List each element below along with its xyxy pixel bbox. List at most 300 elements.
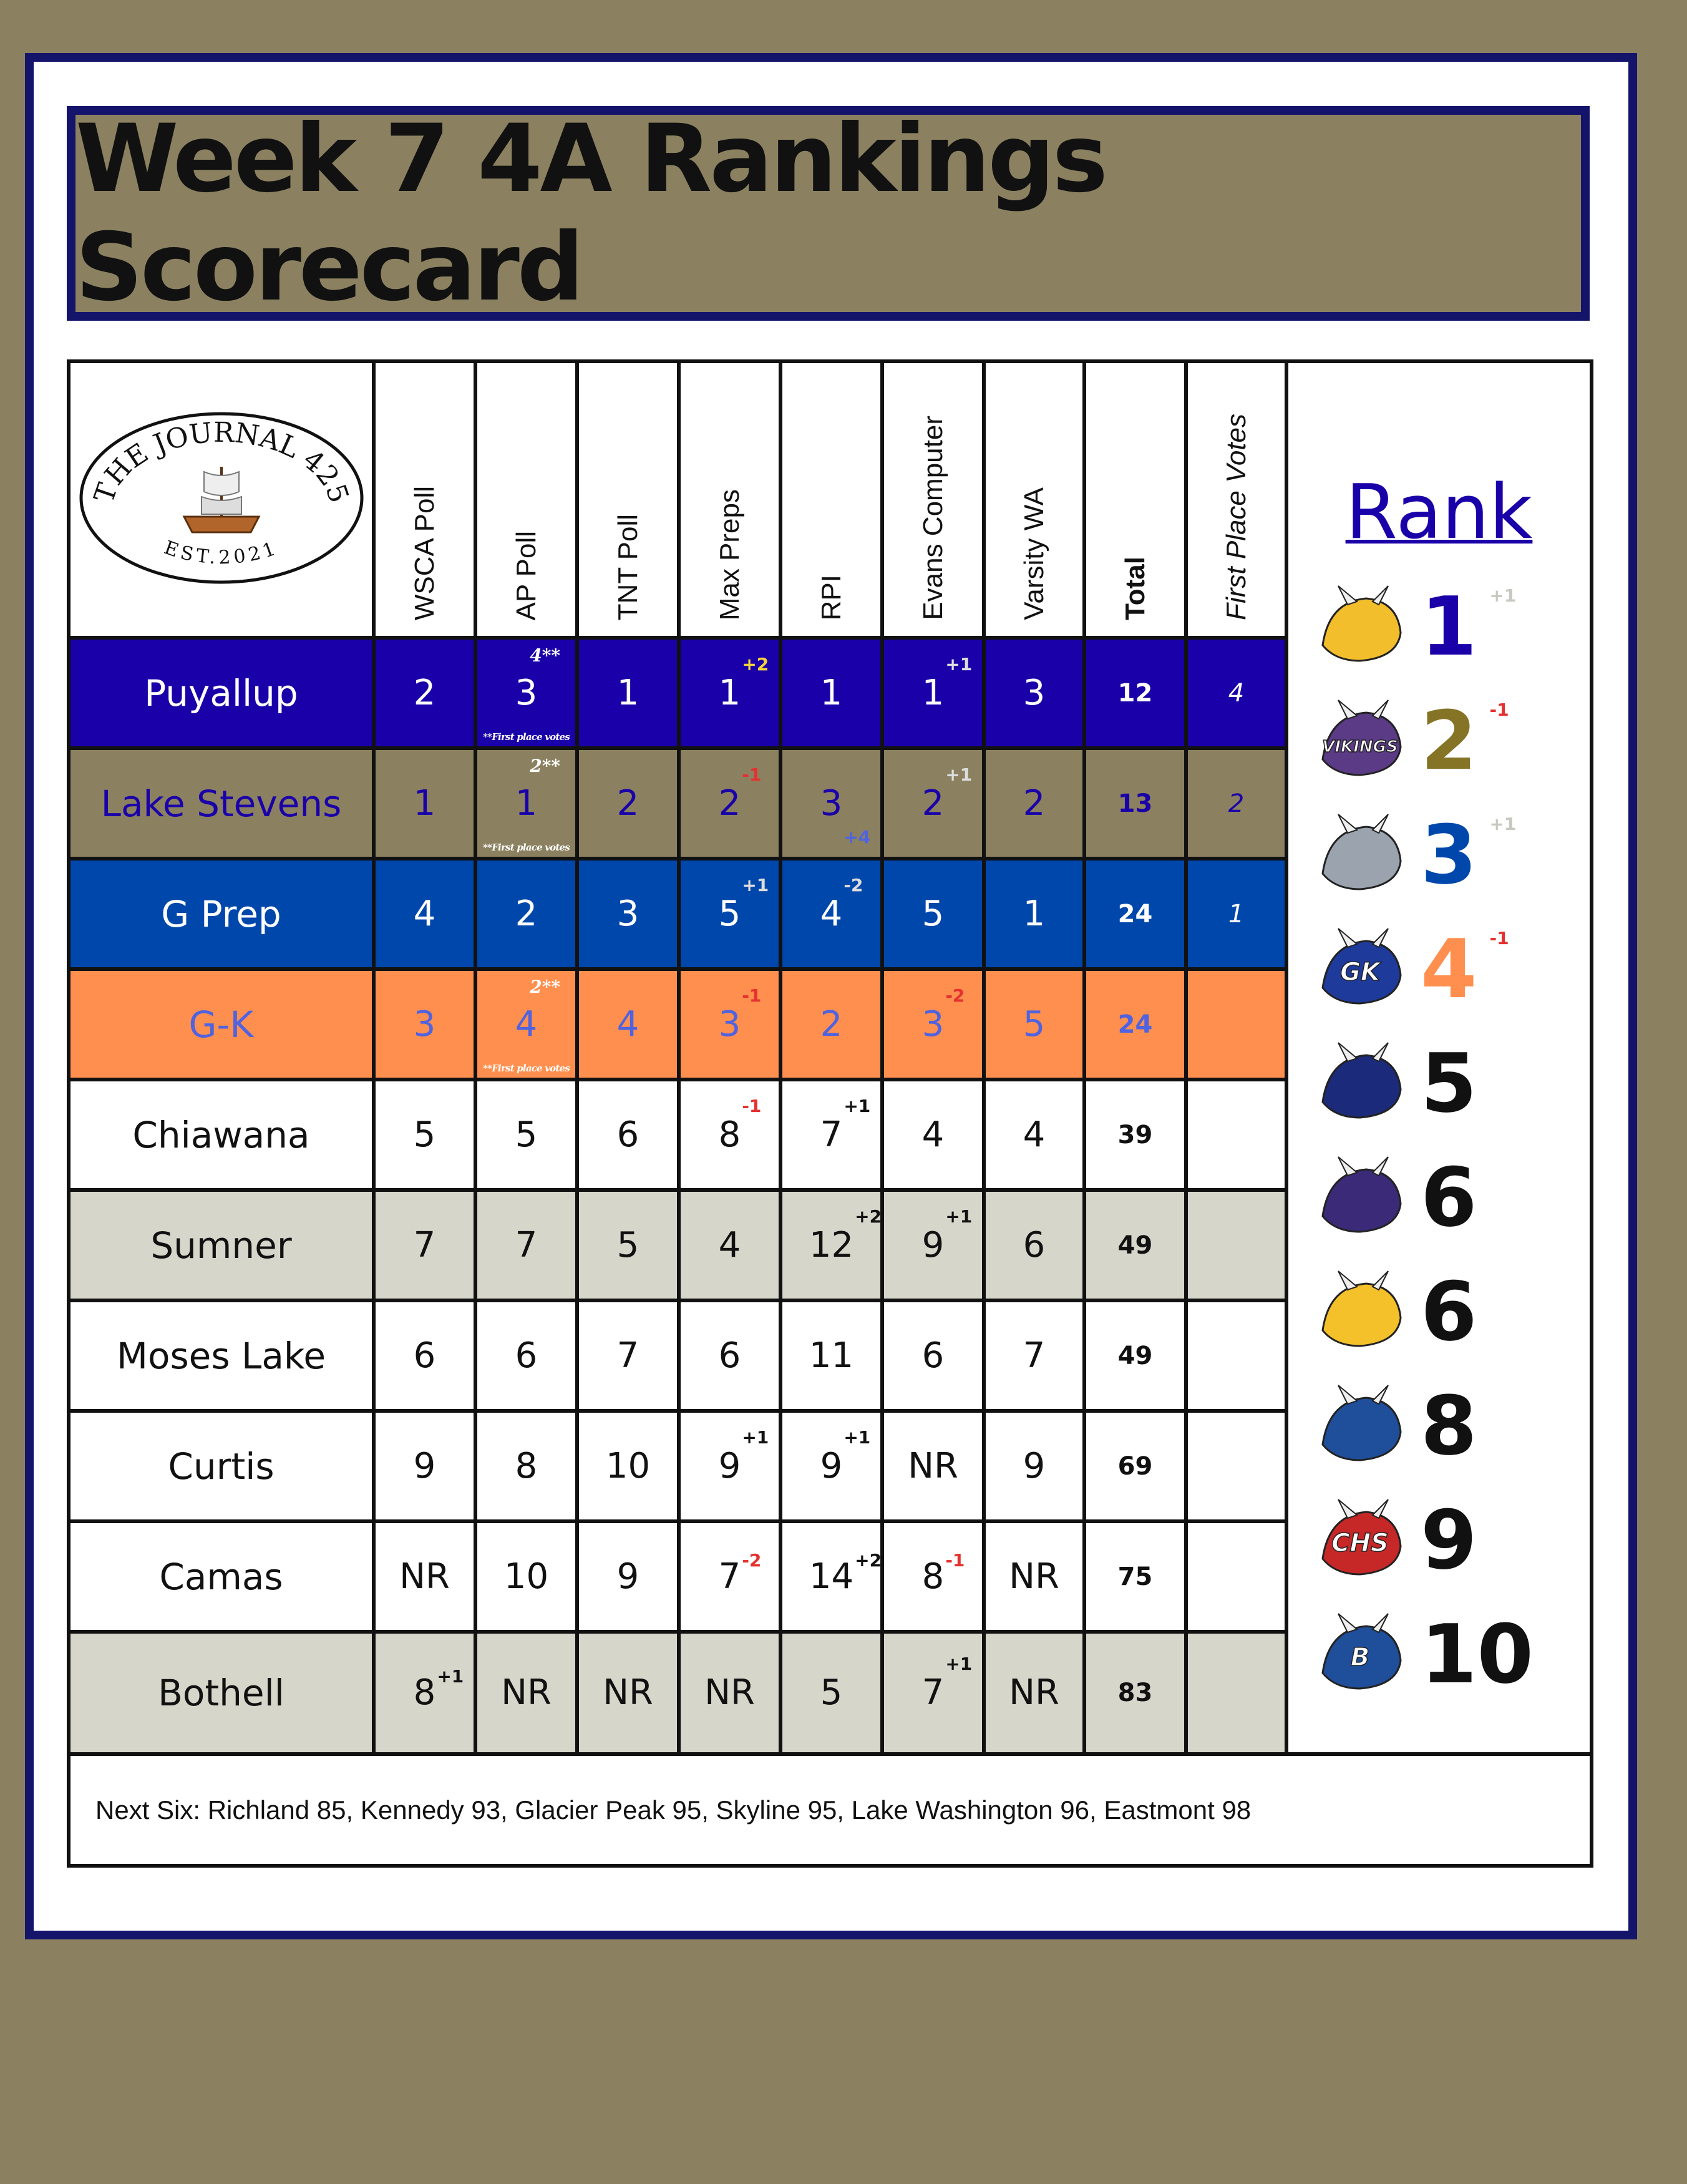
cell-evans-computer <box>882 748 984 859</box>
journal-425-logo <box>75 404 368 592</box>
cell-value-wrap <box>414 1005 436 1045</box>
column-header-label: Evans Computer <box>917 416 948 620</box>
rank-change: +2 <box>742 653 769 675</box>
cell-max-preps <box>679 969 780 1080</box>
footer-row <box>69 1754 1592 1866</box>
rank-item <box>1288 1026 1590 1140</box>
column-header-label: Total <box>1119 557 1150 620</box>
cell-varsity-wa <box>984 859 1084 969</box>
cell-value-wrap <box>1118 1005 1153 1045</box>
column-header-first-place-votes <box>1186 361 1286 638</box>
gk-eagle-logo-icon <box>1307 922 1413 1016</box>
rank-item <box>1288 912 1590 1026</box>
cell-wsca-poll <box>374 638 475 748</box>
cell-value: 2 <box>1228 789 1245 818</box>
cell-value-wrap <box>921 653 973 713</box>
column-header-label: Max Preps <box>714 489 745 620</box>
cell-wsca-poll <box>374 1080 475 1190</box>
column-header-wsca-poll <box>374 361 475 638</box>
rank-change: -1 <box>1489 699 1509 720</box>
cell-value: 1 <box>1228 899 1245 929</box>
cell-value: 1 <box>718 672 741 713</box>
cell-value: 2 <box>718 782 741 824</box>
cell-value: NR <box>704 1672 755 1713</box>
rank-number-value: 6 <box>1421 1264 1477 1359</box>
cell-value-wrap <box>617 673 639 713</box>
cell-tnt-poll <box>577 969 679 1080</box>
rankings-table <box>67 359 1593 1868</box>
cell-value-wrap <box>1009 1673 1059 1713</box>
team-name: Lake Stevens <box>69 748 374 859</box>
cell-total <box>1084 1300 1186 1411</box>
cell-value: 5 <box>515 1114 538 1155</box>
cell-value-wrap <box>820 1095 871 1155</box>
cell-value: 2 <box>616 782 639 824</box>
rank-number <box>1421 807 1517 902</box>
cell-wsca-poll <box>374 1411 475 1521</box>
cell-value-wrap <box>501 1673 552 1713</box>
cell-value-wrap <box>1023 1446 1046 1486</box>
cell-value-wrap <box>515 1226 538 1265</box>
rank-change: -1 <box>742 1095 762 1116</box>
cell-value-wrap <box>515 1115 538 1155</box>
cell-max-preps <box>679 748 780 859</box>
rank-change: -1 <box>945 1549 965 1571</box>
cell-max-preps <box>679 1411 780 1521</box>
cell-value: 3 <box>515 672 538 713</box>
cell-wsca-poll <box>374 748 475 859</box>
rank-number <box>1421 578 1517 674</box>
rank-change: -2 <box>945 985 965 1006</box>
cell-value-wrap <box>921 985 965 1045</box>
cell-value: 8 <box>413 1672 436 1713</box>
rank-number <box>1421 1607 1534 1701</box>
column-header-tnt-poll <box>577 361 679 638</box>
rank-change: -1 <box>742 764 762 785</box>
cell-first-place-votes <box>1186 638 1286 748</box>
rank-title: Rank <box>1345 469 1533 556</box>
cell-value: 39 <box>1117 1120 1153 1149</box>
rank-item <box>1288 1254 1590 1368</box>
cell-value: 3 <box>413 1003 436 1045</box>
column-header-label: WSCA Poll <box>409 485 440 620</box>
cell-value: NR <box>501 1672 552 1713</box>
cell-value: 2 <box>515 893 538 934</box>
cell-value: 49 <box>1117 1341 1153 1370</box>
cell-value: 3 <box>616 893 639 934</box>
column-header-label: RPI <box>815 574 847 620</box>
cell-value: 2 <box>921 782 945 824</box>
cell-value: 9 <box>1023 1445 1046 1486</box>
cell-value: 9 <box>718 1445 741 1486</box>
rank-change: +1 <box>742 1426 769 1448</box>
cell-value: 4 <box>413 893 436 934</box>
cell-value-wrap <box>617 1005 639 1045</box>
rank-number <box>1421 1151 1477 1244</box>
cell-value-wrap <box>718 1426 769 1486</box>
cell-value: 5 <box>718 893 741 934</box>
title-banner <box>67 106 1590 321</box>
cell-first-place-votes <box>1186 1080 1286 1190</box>
cell-max-preps <box>679 1080 780 1190</box>
cell-value: 3 <box>1023 672 1046 713</box>
cell-first-place-votes <box>1186 748 1286 859</box>
cell-rpi <box>780 1190 882 1300</box>
rank-change: +1 <box>843 1426 871 1448</box>
cell-value-wrap <box>718 764 762 824</box>
cell-total <box>1084 1521 1186 1632</box>
rank-number <box>1421 693 1509 788</box>
cell-value: 4 <box>1023 1114 1046 1155</box>
cell-value-wrap <box>414 673 436 713</box>
cell-max-preps <box>679 859 780 969</box>
svg-text:GK: GK <box>1340 957 1380 987</box>
cell-value-wrap <box>1228 894 1244 934</box>
cell-total <box>1084 969 1186 1080</box>
cell-value-wrap <box>1118 1446 1153 1486</box>
cell-value: 7 <box>820 1114 843 1155</box>
cell-value-wrap <box>809 1206 882 1265</box>
column-header-evans-computer <box>882 361 984 638</box>
rank-change: +1 <box>945 1654 973 1674</box>
cell-value: 7 <box>1023 1335 1046 1376</box>
cell-value: 1 <box>1023 893 1046 934</box>
cell-value-wrap <box>820 874 863 934</box>
cell-value-wrap <box>399 1557 450 1597</box>
cell-value: 9 <box>921 1224 945 1265</box>
cell-evans-computer <box>882 638 984 748</box>
cell-value-wrap <box>922 894 945 934</box>
journal-logo-cell <box>69 361 374 638</box>
cell-value-wrap <box>1228 784 1244 824</box>
cell-value-wrap <box>515 1005 538 1045</box>
cell-value-wrap <box>1023 784 1046 824</box>
cell-varsity-wa <box>984 1632 1084 1754</box>
cell-value: 3 <box>820 782 843 824</box>
cell-ap-poll <box>475 1521 577 1632</box>
cell-rpi <box>780 1521 882 1632</box>
svg-text:B: B <box>1350 1642 1370 1672</box>
team-name: G-K <box>69 969 374 1080</box>
rank-change: +1 <box>843 1095 871 1116</box>
cell-value: 12 <box>1117 678 1153 708</box>
cell-wsca-poll <box>374 1632 475 1754</box>
cell-value: 2 <box>413 672 436 713</box>
team-name: Bothell <box>69 1632 374 1754</box>
cell-value-wrap <box>820 782 871 847</box>
cell-rpi <box>780 1411 882 1521</box>
rank-change: +1 <box>742 874 769 895</box>
cell-varsity-wa <box>984 1521 1084 1632</box>
cell-value: 4 <box>718 1224 741 1265</box>
next-six-text: Next Six: Richland 85, Kennedy 93, Glacier Peak 95, Skyline 95, Lake Washington 96, Eastmont 98 <box>69 1754 1592 1866</box>
cell-tnt-poll <box>577 1411 679 1521</box>
cell-value-wrap <box>1118 1336 1153 1376</box>
cell-value: 10 <box>503 1556 549 1597</box>
cell-value-wrap <box>718 874 769 934</box>
rank-number <box>1421 1265 1477 1358</box>
cell-value: 7 <box>616 1335 639 1376</box>
svg-text:THE JOURNAL 425: THE JOURNAL 425 <box>87 416 355 507</box>
column-header-label: AP Poll <box>510 530 542 620</box>
cell-value: 3 <box>921 1003 945 1045</box>
cell-varsity-wa <box>984 1300 1084 1411</box>
cell-value: 4 <box>515 1003 538 1045</box>
cell-value-wrap <box>515 784 538 824</box>
cell-value-wrap <box>921 1549 965 1597</box>
column-header-max-preps <box>679 361 780 638</box>
rank-item <box>1288 797 1590 912</box>
cell-value-wrap <box>617 1557 639 1597</box>
cell-total <box>1084 638 1186 748</box>
cell-max-preps <box>679 1190 780 1300</box>
rank-number <box>1421 1379 1477 1473</box>
cell-value: 2 <box>820 1003 843 1045</box>
cell-value-wrap <box>414 1226 436 1265</box>
page-title: Week 7 4A Rankings Scorecard <box>75 105 1106 322</box>
cell-value-wrap <box>718 985 762 1045</box>
cell-value: NR <box>1009 1672 1059 1713</box>
cell-wsca-poll <box>374 1190 475 1300</box>
cell-value: 9 <box>820 1445 843 1486</box>
cell-value-wrap <box>515 1336 538 1376</box>
cell-total <box>1084 1411 1186 1521</box>
cell-value: 8 <box>515 1445 538 1486</box>
cell-value: 8 <box>921 1556 945 1597</box>
camas-logo-icon <box>1307 1493 1413 1587</box>
rank-item <box>1288 683 1590 797</box>
cell-value: NR <box>908 1445 958 1486</box>
cell-value-wrap <box>921 1206 973 1265</box>
cell-first-place-votes <box>1186 1300 1286 1411</box>
cell-value-wrap <box>515 1446 538 1486</box>
cell-value-wrap <box>603 1673 653 1713</box>
cell-ap-poll <box>475 748 577 859</box>
cell-value: 6 <box>1023 1224 1046 1265</box>
rank-change: -1 <box>1489 927 1509 948</box>
cell-evans-computer <box>882 1300 984 1411</box>
cell-value-wrap <box>820 1005 843 1045</box>
cell-value-wrap <box>1023 894 1046 934</box>
cell-value-wrap <box>718 653 769 713</box>
cell-value-wrap <box>719 1336 741 1376</box>
cell-value-wrap <box>617 1115 639 1155</box>
cell-value: 14 <box>809 1556 854 1597</box>
cell-evans-computer <box>882 1632 984 1754</box>
cell-value: 9 <box>616 1556 639 1597</box>
first-place-votes-count: 2** <box>530 756 560 776</box>
cell-value-wrap <box>1023 1336 1046 1376</box>
cell-value-wrap <box>617 1226 639 1265</box>
cell-wsca-poll <box>374 859 475 969</box>
cell-value: 8 <box>718 1114 741 1155</box>
cell-value: 4 <box>616 1003 639 1045</box>
cell-evans-computer <box>882 1080 984 1190</box>
cell-value-wrap <box>606 1446 650 1486</box>
spartan-logo-icon <box>1307 1151 1413 1244</box>
first-place-votes-count: 2** <box>530 977 560 997</box>
team-name: Chiawana <box>69 1080 374 1190</box>
rank-change: +1 <box>437 1666 464 1687</box>
cell-ap-poll <box>475 969 577 1080</box>
cell-value-wrap <box>617 894 639 934</box>
cell-ap-poll <box>475 1411 577 1521</box>
cell-rpi <box>780 969 882 1080</box>
cell-value: 5 <box>921 893 945 934</box>
column-header-varsity-wa <box>984 361 1084 638</box>
cell-value: 11 <box>809 1335 854 1376</box>
rank-change: -2 <box>742 1549 762 1571</box>
cell-rpi <box>780 638 882 748</box>
cell-value-wrap <box>414 784 436 824</box>
rank-item <box>1288 1140 1590 1254</box>
svg-text:VIKINGS: VIKINGS <box>1322 737 1398 756</box>
cell-value-wrap <box>1118 894 1153 934</box>
cell-first-place-votes <box>1186 859 1286 969</box>
cell-wsca-poll <box>374 969 475 1080</box>
column-header-label: TNT Poll <box>612 514 643 620</box>
cell-value-wrap <box>1023 1005 1046 1045</box>
cell-value: NR <box>603 1672 653 1713</box>
cell-value-wrap <box>1118 784 1153 824</box>
rank-change: -2 <box>843 874 863 895</box>
cell-value: 75 <box>1117 1562 1153 1591</box>
cell-tnt-poll <box>577 748 679 859</box>
cell-value: 13 <box>1117 789 1153 818</box>
rank-number-value: 3 <box>1421 807 1477 902</box>
cell-value: 2 <box>1023 782 1046 824</box>
cell-value-wrap <box>922 1336 945 1376</box>
cell-value: 7 <box>718 1556 741 1597</box>
cell-value: 1 <box>921 672 945 713</box>
rank-change: +1 <box>1489 585 1517 606</box>
cell-value: 7 <box>921 1672 945 1713</box>
rank-change: +2 <box>855 1549 882 1571</box>
cell-value: 12 <box>809 1224 854 1265</box>
cell-ap-poll <box>475 1190 577 1300</box>
cell-first-place-votes <box>1186 969 1286 1080</box>
cell-value: 6 <box>921 1335 945 1376</box>
bothell-cougars-logo-icon <box>1307 1607 1413 1701</box>
cell-value-wrap <box>809 1549 882 1597</box>
cell-value-wrap <box>1118 1226 1153 1265</box>
cell-value-wrap <box>1118 1673 1153 1713</box>
column-header-rpi <box>780 361 882 638</box>
cell-varsity-wa <box>984 638 1084 748</box>
cell-value-wrap <box>908 1446 958 1486</box>
cell-value-wrap <box>921 1654 973 1713</box>
cell-varsity-wa <box>984 1080 1084 1190</box>
cell-value: 69 <box>1117 1451 1153 1481</box>
cell-value-wrap <box>719 1226 741 1265</box>
first-place-votes-count: 4** <box>530 645 560 666</box>
purple-viking-logo-icon <box>1307 580 1413 673</box>
rank-item <box>1288 1483 1590 1597</box>
cell-tnt-poll <box>577 859 679 969</box>
cell-varsity-wa <box>984 969 1084 1080</box>
cell-wsca-poll <box>374 1521 475 1632</box>
rank-number <box>1421 1493 1477 1587</box>
cell-tnt-poll <box>577 1632 679 1754</box>
bulldog-logo-icon <box>1307 808 1413 902</box>
cell-evans-computer <box>882 1411 984 1521</box>
cell-ap-poll <box>475 1080 577 1190</box>
cell-value-wrap <box>922 1115 945 1155</box>
cell-value-wrap <box>504 1557 548 1597</box>
rank-item <box>1288 569 1590 683</box>
team-name: Sumner <box>69 1190 374 1300</box>
cell-rpi <box>780 859 882 969</box>
cell-first-place-votes <box>1186 1632 1286 1754</box>
cell-value: 7 <box>413 1224 436 1265</box>
cell-rpi <box>780 748 882 859</box>
cell-first-place-votes <box>1186 1521 1286 1632</box>
navy-hawk-logo-icon <box>1307 1036 1413 1130</box>
rank-number-value: 10 <box>1421 1606 1534 1702</box>
cell-value-wrap <box>1023 1115 1046 1155</box>
cell-value: 6 <box>413 1335 436 1376</box>
cell-total <box>1084 748 1186 859</box>
team-name: G Prep <box>69 859 374 969</box>
cell-value: 4 <box>1228 678 1245 708</box>
cell-rpi <box>780 1300 882 1411</box>
cell-value-wrap <box>921 764 973 824</box>
cell-value-wrap <box>1118 673 1153 713</box>
cell-tnt-poll <box>577 1300 679 1411</box>
rank-column <box>1286 361 1592 1754</box>
cell-value-wrap <box>413 1666 464 1713</box>
rank-change: -1 <box>742 985 762 1006</box>
rank-change: +1 <box>945 653 973 675</box>
cell-ap-poll <box>475 638 577 748</box>
cell-value: 5 <box>1023 1003 1046 1045</box>
cell-value-wrap <box>704 1673 755 1713</box>
cell-wsca-poll <box>374 1300 475 1411</box>
cell-value-wrap <box>718 1549 762 1597</box>
team-name: Camas <box>69 1521 374 1632</box>
column-header-label: Varsity WA <box>1018 487 1049 620</box>
lake-stevens-vikings-logo-icon <box>1307 694 1413 787</box>
bull-logo-icon <box>1307 1265 1413 1358</box>
cell-max-preps <box>679 1632 780 1754</box>
cell-value-wrap <box>1009 1557 1059 1597</box>
cell-tnt-poll <box>577 1521 679 1632</box>
cell-value-wrap <box>414 1336 436 1376</box>
svg-text:EST.2021: EST.2021 <box>160 537 282 569</box>
team-name: Moses Lake <box>69 1300 374 1411</box>
cell-value: 6 <box>718 1335 741 1376</box>
cell-value: 49 <box>1117 1231 1153 1260</box>
cell-tnt-poll <box>577 1080 679 1190</box>
cell-evans-computer <box>882 1190 984 1300</box>
cell-value: 10 <box>605 1445 651 1486</box>
rank-number-value: 4 <box>1421 921 1477 1016</box>
svg-text:CHS: CHS <box>1331 1528 1389 1558</box>
first-place-votes-note: **First place votes <box>483 842 570 853</box>
rank-number-value: 6 <box>1421 1149 1477 1245</box>
cell-value: 7 <box>515 1224 538 1265</box>
first-place-votes-note: **First place votes <box>483 731 570 743</box>
cell-value-wrap <box>414 1446 436 1486</box>
cell-value-wrap <box>414 1115 436 1155</box>
rank-change: +4 <box>843 826 871 847</box>
cell-value-wrap <box>718 1095 762 1155</box>
cell-max-preps <box>679 638 780 748</box>
cell-value-wrap <box>1118 1115 1153 1155</box>
cell-value: 6 <box>616 1114 639 1155</box>
rank-item <box>1288 1597 1590 1711</box>
cell-value-wrap <box>820 1673 843 1713</box>
